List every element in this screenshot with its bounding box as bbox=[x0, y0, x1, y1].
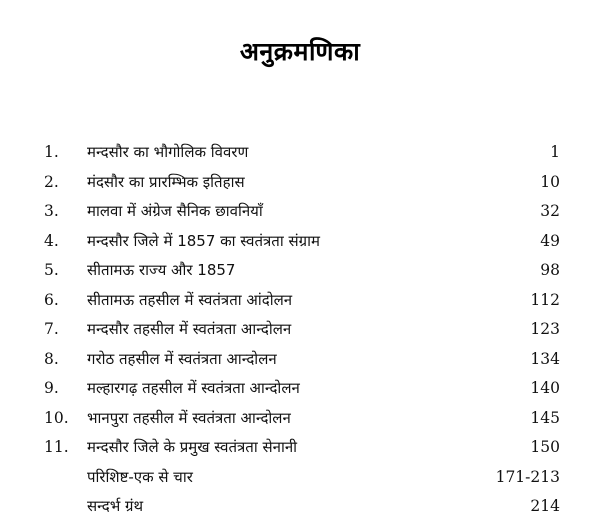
entry-page: 145 bbox=[530, 408, 560, 427]
toc-row bbox=[0, 345, 600, 375]
entry-page: 140 bbox=[530, 379, 560, 397]
entry-page: 1 bbox=[550, 143, 560, 161]
entry-page: 134 bbox=[530, 349, 560, 368]
entry-number: 3. bbox=[44, 202, 59, 220]
toc-row bbox=[0, 404, 600, 434]
entry-title: मंदसौर का प्रारम्भिक इतिहास bbox=[87, 172, 245, 191]
page-title: अनुक्रमणिका bbox=[239, 37, 361, 66]
toc-row bbox=[0, 463, 600, 493]
entry-number: 11. bbox=[44, 438, 69, 456]
toc-row bbox=[0, 197, 600, 227]
entry-page: 10 bbox=[540, 172, 560, 191]
entry-title: गरोठ तहसील में स्वतंत्रता आन्दोलन bbox=[87, 349, 277, 368]
toc-row bbox=[0, 168, 600, 198]
entry-number: 4. bbox=[44, 231, 59, 250]
entry-page: 112 bbox=[530, 290, 560, 309]
entry-number: 8. bbox=[44, 349, 59, 368]
entry-page: 98 bbox=[540, 261, 560, 279]
entry-number: 9. bbox=[44, 379, 59, 397]
entry-title: मल्हारगढ़ तहसील में स्वतंत्रता आन्दोलन bbox=[87, 379, 300, 397]
entry-title: सीतामऊ राज्य और 1857 bbox=[87, 261, 236, 279]
entry-page: 49 bbox=[540, 231, 560, 250]
table-of-contents bbox=[0, 138, 600, 522]
entry-title: सीतामऊ तहसील में स्वतंत्रता आंदोलन bbox=[87, 290, 293, 309]
entry-page: 171-213 bbox=[495, 467, 560, 486]
entry-title: मन्दसौर जिले के प्रमुख स्वतंत्रता सेनानी bbox=[87, 438, 298, 456]
entry-title: परिशिष्ट-एक से चार bbox=[87, 467, 193, 486]
toc-row bbox=[0, 492, 600, 522]
toc-row bbox=[0, 315, 600, 345]
toc-row bbox=[0, 433, 600, 463]
toc-row bbox=[0, 138, 600, 168]
toc-row bbox=[0, 227, 600, 257]
entry-page: 123 bbox=[530, 320, 560, 338]
entry-title: मन्दसौर जिले में 1857 का स्वतंत्रता संग्राम bbox=[87, 231, 320, 250]
toc-row bbox=[0, 256, 600, 286]
entry-title: भानपुरा तहसील में स्वतंत्रता आन्दोलन bbox=[87, 408, 291, 427]
toc-row bbox=[0, 286, 600, 316]
entry-page: 150 bbox=[530, 438, 560, 456]
entry-number: 7. bbox=[44, 320, 59, 338]
entry-number: 2. bbox=[44, 172, 59, 191]
entry-title: मालवा में अंग्रेज सैनिक छावनियाँ bbox=[87, 202, 263, 220]
entry-title: सन्दर्भ ग्रंथ bbox=[87, 497, 144, 515]
entry-page: 32 bbox=[540, 202, 560, 220]
entry-page: 214 bbox=[530, 497, 560, 515]
entry-title: मन्दसौर का भौगोलिक विवरण bbox=[87, 143, 249, 161]
toc-row bbox=[0, 374, 600, 404]
entry-number: 5. bbox=[44, 261, 59, 279]
entry-title: मन्दसौर तहसील में स्वतंत्रता आन्दोलन bbox=[87, 320, 292, 338]
entry-number: 10. bbox=[44, 408, 69, 427]
entry-number: 6. bbox=[44, 290, 59, 309]
entry-number: 1. bbox=[44, 143, 59, 161]
